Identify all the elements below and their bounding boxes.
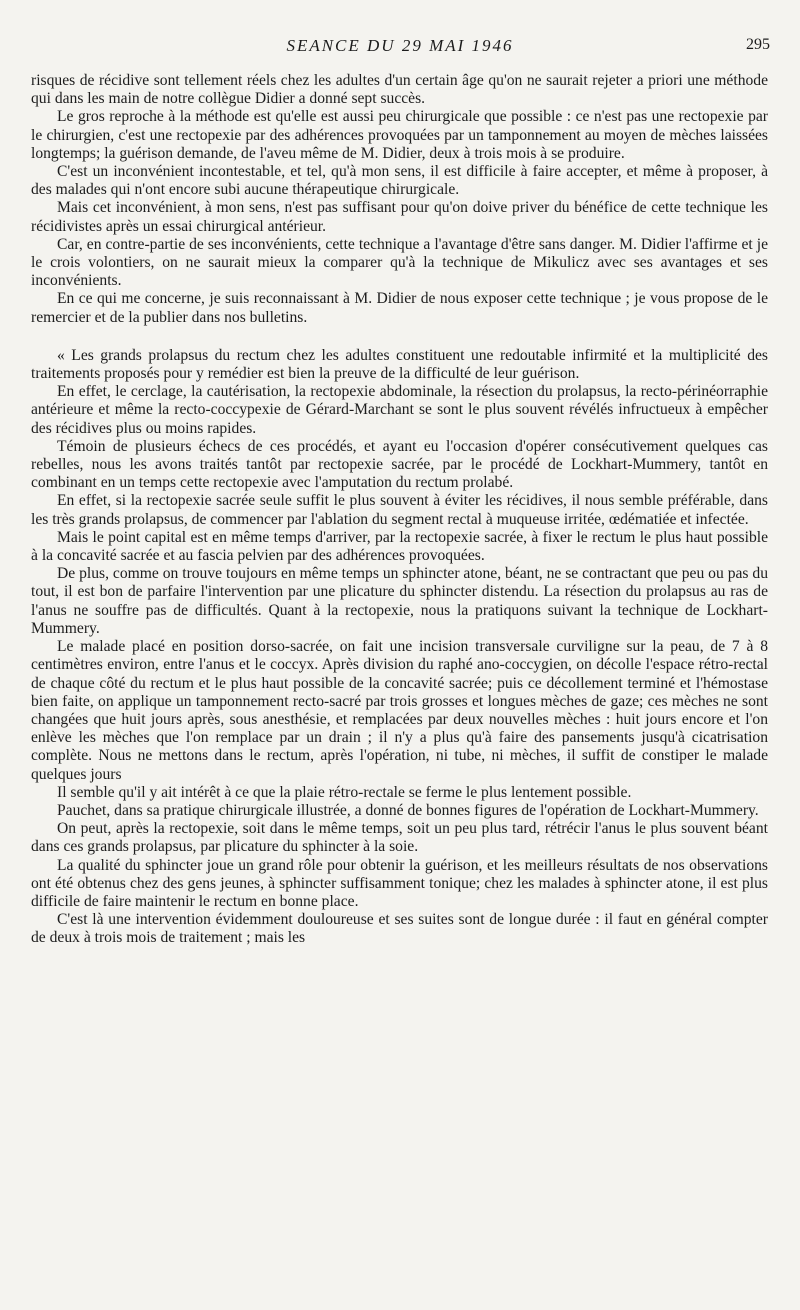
paragraph: Témoin de plusieurs échecs de ces procédés, et ayant eu l'occasion d'opérer consécutivement quelques cas rebelles, nous les avons traités tantôt par rectopexie sacrée, par le procédé de Lockhart-Mummery, tantôt en combinant en un temps cette rectopexie avec l'amputation du rectum prolabé. — [31, 437, 768, 492]
paragraph: La qualité du sphincter joue un grand rôle pour obtenir la guérison, et les meilleurs résultats de nos observations ont été obtenus chez des gens jeunes, à sphincter suffisamment tonique; chez les malades à sphincter atone, il est plus difficile de faire maintenir le rectum en bonne place. — [31, 856, 768, 910]
body-text — [31, 72, 768, 948]
paragraph: Car, en contre-partie de ses inconvénients, cette technique a l'avantage d'être sans danger. M. Didier l'affirme et je le crois volontiers, on ne saurait mieux la comparer qu'à la technique de Mikulicz avec ses avantages et ses inconvénients. — [31, 235, 768, 290]
paragraph: risques de récidive sont tellement réels chez les adultes d'un certain âge qu'on ne saurait rejeter a priori une méthode qui dans les main de notre collègue Didier a donné sept succès. — [31, 72, 768, 108]
paragraph: C'est un inconvénient incontestable, et tel, qu'à mon sens, il est difficile à faire accepter, et même à proposer, à des malades qui n'ont encore subi aucune thérapeutique chirurgicale. — [31, 163, 768, 199]
page-number: 295 — [746, 36, 770, 53]
quoted-paragraph: « Les grands prolapsus du rectum chez les adultes constituent une redoutable infirmité et la multiplicité des traitements proposés pour y remédier est bien la preuve de la difficulté de leur guérison. — [31, 346, 768, 383]
paragraph: Pauchet, dans sa pratique chirurgicale illustrée, a donné de bonnes figures de l'opération de Lockhart-Mummery. — [57, 801, 759, 819]
paragraph: Il semble qu'il y ait intérêt à ce que la plaie rétro-rectale se ferme le plus lentement possible. — [57, 783, 632, 801]
paragraph: En ce qui me concerne, je suis reconnaissant à M. Didier de nous exposer cette technique ; je vous propose de le remercier et de la publier dans nos bulletins. — [31, 290, 768, 326]
paragraph: En effet, si la rectopexie sacrée seule suffit le plus souvent à éviter les récidives, il nous semble préférable, dans les très grands prolapsus, de commencer par l'ablation du segment rectal à muqueuse irritée, œdématiée et infectée. — [31, 492, 768, 528]
running-title: SEANCE DU 29 MAI 1946 — [286, 36, 514, 55]
paragraph: On peut, après la rectopexie, soit dans le même temps, soit un peu plus tard, rétrécir l'anus le plus souvent béant dans ces grands prolapsus, par plicature du sphincter à la soie. — [31, 820, 768, 856]
page-header — [0, 36, 800, 60]
paragraph: C'est là une intervention évidemment douloureuse et ses suites sont de longue durée : il faut en général compter de deux à trois mois de traitement ; mais les — [31, 911, 768, 947]
paragraph: Le malade placé en position dorso-sacrée, on fait une incision transversale curviligne sur la peau, de 7 à 8 centimètres environ, entre l'anus et le coccyx. Après division du raphé ano-coccygien, on décolle l'espace rétro-rectal de chaque côté du rectum et le plus haut possible de la concavité sacrée; puis ce décollement terminé et l'hémostase bien faite, on applique un tamponnement recto-sacré par trois grosses et longues mèches de gaze; ces mèches ne sont changées que huit jours après, sous anesthésie, et remplacées par deux nouvelles mèches : huit jours encore et l'on enlève les mèches que l'on remplace par un drain ; il n'y a plus qu'à faire des pansements jusqu'à cicatrisation complète. Nous ne mettons dans le rectum, après l'opération, ni tube, ni mèches, il suffit de constiper le malade quelques jours — [31, 638, 768, 783]
paragraph: Le gros reproche à la méthode est qu'elle est aussi peu chirurgicale que possible : ce n'est pas une rectopexie par le chirurgien, c'est une rectopexie par des adhérences provoquées par un tamponnement au moyen de mèches laissées longtemps; la guérison demande, de l'aveu même de M. Didier, deux à trois mois à se produire. — [31, 108, 768, 162]
paragraph: En effet, le cerclage, la cautérisation, la rectopexie abdominale, la résection du prolapsus, la recto-périnéorraphie antérieure et même la recto-coccypexie de Gérard-Marchant se sont le plus souvent révélés infructueux à empêcher des récidives plus ou moins rapides. — [31, 383, 768, 437]
paragraph: De plus, comme on trouve toujours en même temps un sphincter atone, béant, ne se contractant que peu ou pas du tout, il est bon de parfaire l'intervention par une plicature du sphincter distendu. La résection du prolapsus au ras de l'anus ne souffre pas de difficultés. Quant à la rectopexie, nous la pratiquons suivant la technique de Lockhart-Mummery. — [31, 565, 768, 637]
paragraph: Mais cet inconvénient, à mon sens, n'est pas suffisant pour qu'on doive priver du bénéfice de cette technique les récidivistes après un essai chirurgical antérieur. — [31, 199, 768, 235]
paragraph: Mais le point capital est en même temps d'arriver, par la rectopexie sacrée, à fixer le rectum le plus haut possible à la concavité sacrée et au fascia pelvien par des adhérences provoquées. — [31, 528, 768, 565]
